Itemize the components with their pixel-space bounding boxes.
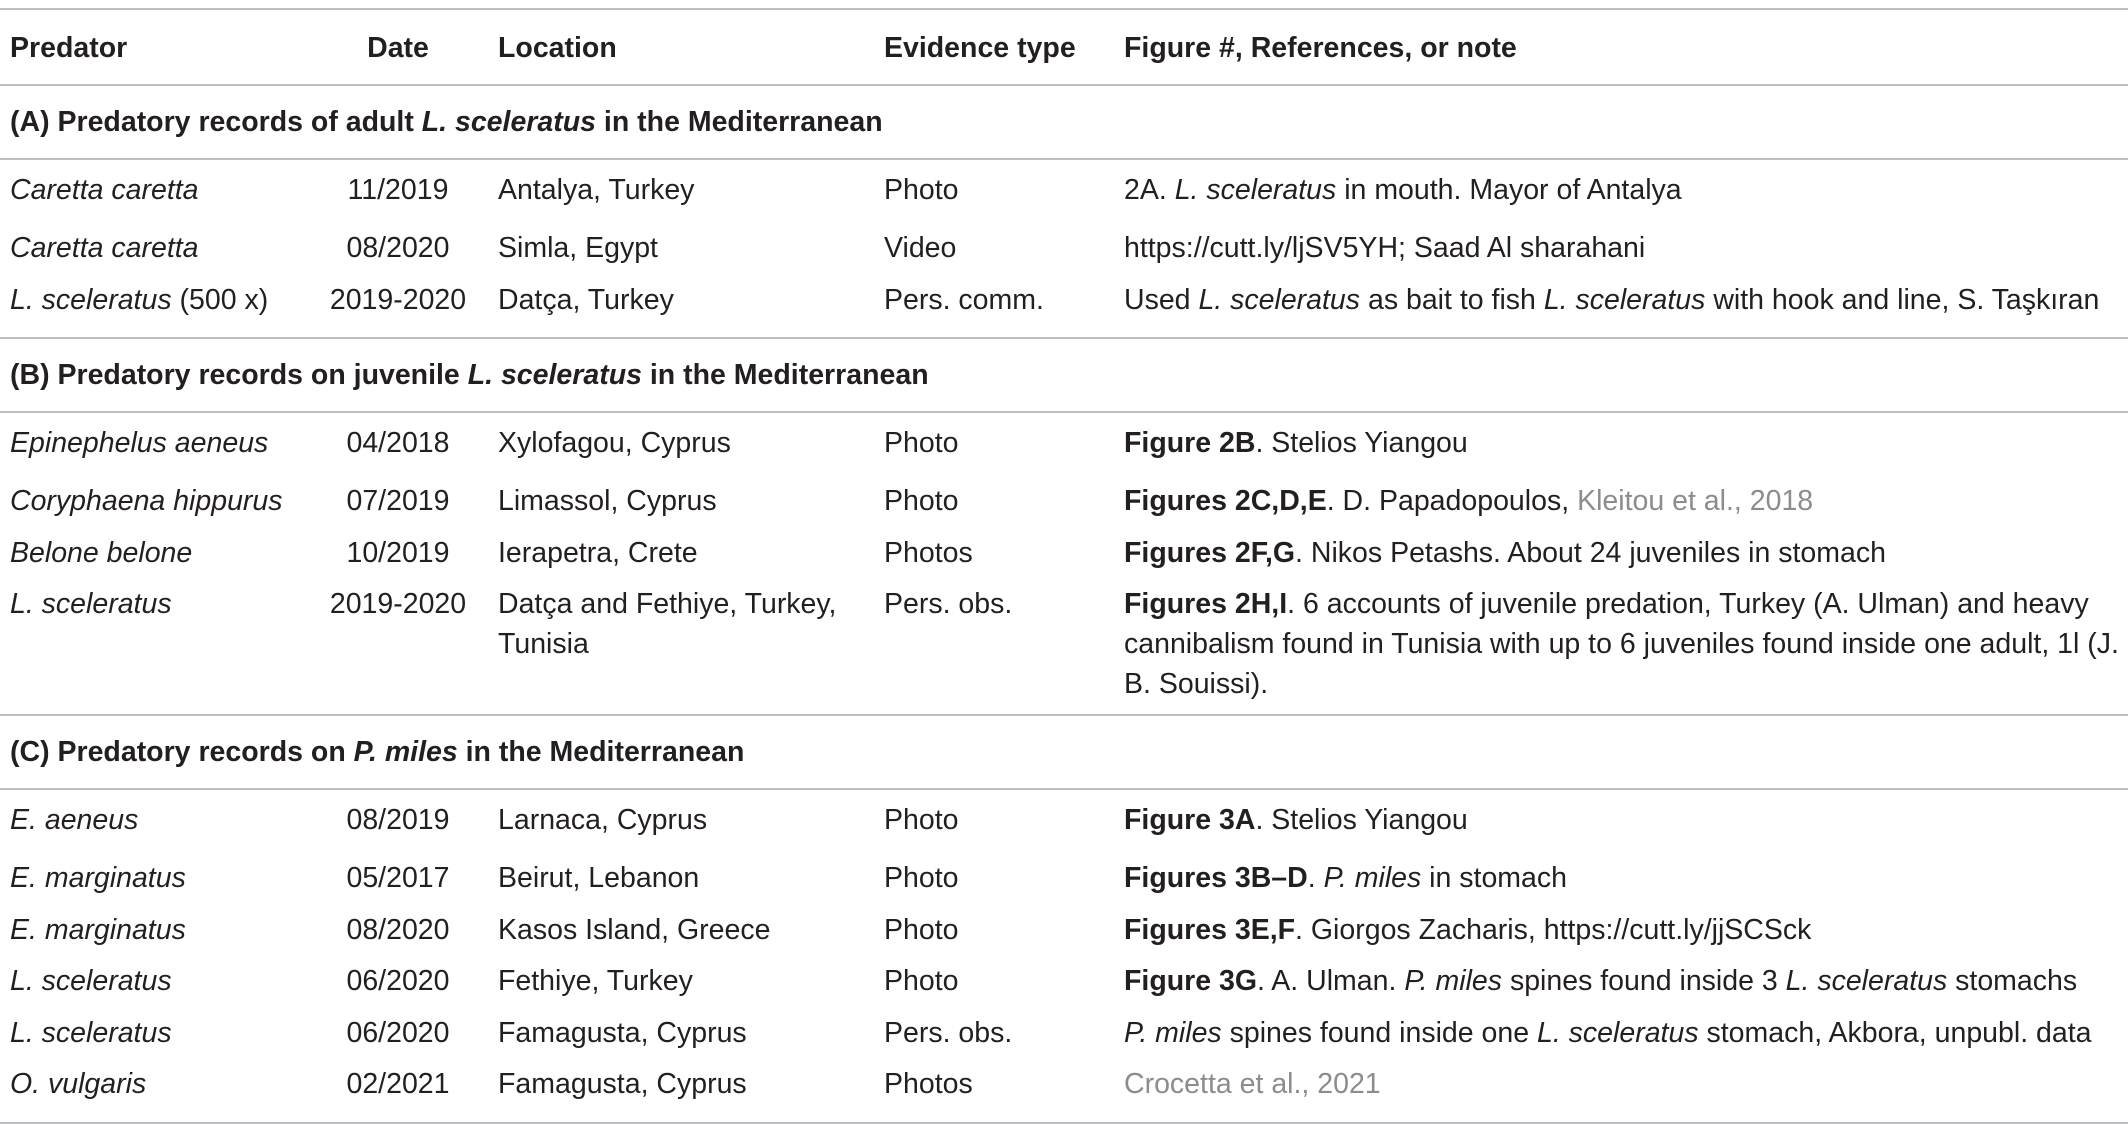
date-cell: 08/2020 xyxy=(346,232,450,264)
figure-ref: Figures 2F,G xyxy=(1124,536,1296,569)
predator-cell: Belone belone xyxy=(10,536,193,569)
evidence-cell: Photos xyxy=(870,1060,1110,1123)
predator-cell: Epinephelus aeneus xyxy=(10,427,269,459)
date-cell: 04/2018 xyxy=(346,427,450,459)
predator-cell: L. sceleratus xyxy=(10,965,172,997)
note-cell xyxy=(1110,159,2128,224)
predator-cell: E. marginatus xyxy=(10,913,186,946)
header-predator: Predator xyxy=(10,32,128,64)
location-cell: Antalya, Turkey xyxy=(498,174,695,206)
section-c-post: in the Mediterranean xyxy=(457,736,745,768)
evidence-cell: Photo xyxy=(884,174,959,206)
table-row xyxy=(0,906,2128,958)
note-cell xyxy=(1110,529,2128,581)
date-cell: 05/2017 xyxy=(346,862,450,894)
note-text: with hook and line, S. Taşkıran xyxy=(1705,283,2100,316)
location-cell: Simla, Egypt xyxy=(498,232,658,264)
predator-cell: E. marginatus xyxy=(10,862,186,894)
table-row xyxy=(0,1060,2128,1123)
note-cell xyxy=(1110,906,2128,958)
header-evidence-type: Evidence type xyxy=(884,32,1076,64)
location-cell: Fethiye, Turkey xyxy=(498,965,693,997)
figure-ref: Figures 2C,D,E xyxy=(1124,485,1327,517)
predator-cell: L. sceleratus xyxy=(10,588,172,620)
predator-cell: L. sceleratus xyxy=(10,1016,172,1049)
evidence-cell: Pers. comm. xyxy=(884,283,1044,316)
note-cell: https://cutt.ly/ljSV5YH; Saad Al sharahani xyxy=(1124,232,1646,264)
location-cell: Famagusta, Cyprus xyxy=(484,1060,870,1123)
table-row xyxy=(0,224,2128,276)
note-text: . D. Papadopoulos, xyxy=(1326,485,1578,517)
predator-cell: Caretta caretta xyxy=(10,232,199,264)
evidence-cell: Pers. obs. xyxy=(884,588,1013,620)
note-cell xyxy=(1110,412,2128,477)
location-cell: Ierapetra, Crete xyxy=(498,536,698,569)
note-text: in stomach xyxy=(1421,862,1567,894)
evidence-cell: Photo xyxy=(884,913,959,946)
note-text: 2A. xyxy=(1124,174,1175,206)
table-row xyxy=(0,159,2128,224)
note-cell xyxy=(1110,580,2128,715)
predator-cell: Coryphaena hippurus xyxy=(10,485,283,517)
evidence-cell: Photos xyxy=(884,536,973,569)
note-species: L. sceleratus xyxy=(1537,1016,1699,1049)
note-cell xyxy=(1110,477,2128,529)
predator-cell: E. aeneus xyxy=(10,804,139,836)
location-cell: Famagusta, Cyprus xyxy=(498,1016,747,1049)
note-species: P. miles xyxy=(1323,862,1422,894)
section-c-heading-row xyxy=(0,715,2128,789)
note-text: spines found inside one xyxy=(1221,1016,1537,1049)
figure-ref: Figures 2H,I xyxy=(1124,588,1288,620)
note-text: . Stelios Yiangou xyxy=(1255,427,1468,459)
note-cell xyxy=(1110,854,2128,906)
predator-suffix: (500 x) xyxy=(171,283,269,316)
table-row xyxy=(0,529,2128,581)
note-cell xyxy=(1110,1060,2128,1123)
note-species: P. miles xyxy=(1124,1016,1222,1049)
note-cell xyxy=(1110,957,2128,1009)
predator-cell: O. vulgaris xyxy=(0,1060,312,1123)
note-text: as bait to fish xyxy=(1360,283,1544,316)
evidence-cell: Photo xyxy=(884,965,959,997)
date-cell: 02/2021 xyxy=(312,1060,484,1123)
table-row xyxy=(0,412,2128,477)
table-row xyxy=(0,854,2128,906)
figure-ref: Figure 3A xyxy=(1124,804,1256,836)
note-text: Used xyxy=(1124,283,1199,316)
note-text: stomachs xyxy=(1947,965,2078,997)
section-a-heading xyxy=(0,85,2128,159)
note-text: . 6 accounts of juvenile predation, Turkey (A. Ulman) and heavy cannibalism found in Tunisia with up to 6 juveniles found inside one adult, 1l (J. B. Souissi). xyxy=(1124,588,2119,700)
table-row xyxy=(0,276,2128,339)
header-note: Figure #, References, or note xyxy=(1124,32,1517,64)
evidence-cell: Pers. obs. xyxy=(884,1016,1013,1049)
location-cell: Xylofagou, Cyprus xyxy=(498,427,731,459)
date-cell: 2019-2020 xyxy=(329,283,467,316)
figure-ref: Figures 3B–D xyxy=(1124,862,1308,894)
note-text: stomach, Akbora, unpubl. data xyxy=(1698,1016,2092,1049)
note-species: P. miles xyxy=(1404,965,1503,997)
table-row xyxy=(0,789,2128,854)
section-b-post: in the Mediterranean xyxy=(641,359,929,391)
section-b-heading-row xyxy=(0,338,2128,412)
table-row xyxy=(0,957,2128,1009)
date-cell: 10/2019 xyxy=(346,536,450,569)
date-cell: 06/2020 xyxy=(346,1016,450,1049)
note-text: . xyxy=(1307,862,1324,894)
evidence-cell: Photo xyxy=(884,862,959,894)
section-c-heading xyxy=(0,715,2128,789)
note-cell xyxy=(1110,1009,2128,1061)
table-row xyxy=(0,477,2128,529)
figure-ref: Figure 2B xyxy=(1124,427,1256,459)
predation-records-table xyxy=(0,8,2128,1124)
section-b-species: L. sceleratus xyxy=(467,359,642,391)
table-row xyxy=(0,1009,2128,1061)
location-cell: Kasos Island, Greece xyxy=(498,913,771,946)
section-b-pre: (B) Predatory records on juvenile xyxy=(10,359,468,391)
evidence-cell: Photo xyxy=(884,427,959,459)
section-a-heading-row xyxy=(0,85,2128,159)
location-cell: Limassol, Cyprus xyxy=(498,485,717,517)
note-text: . Giorgos Zacharis, https://cutt.ly/jjSCSck xyxy=(1295,913,1812,946)
figure-ref: Figures 3E,F xyxy=(1124,913,1296,946)
note-text: . A. Ulman. xyxy=(1257,965,1405,997)
note-text: . Nikos Petashs. About 24 juveniles in stomach xyxy=(1295,536,1886,569)
note-text: spines found inside 3 xyxy=(1502,965,1786,997)
date-cell: 08/2020 xyxy=(346,913,450,946)
date-cell: 07/2019 xyxy=(346,485,450,517)
date-cell: 06/2020 xyxy=(346,965,450,997)
note-text: in mouth. Mayor of Antalya xyxy=(1336,174,1682,206)
section-c-species: P. miles xyxy=(353,736,458,768)
evidence-cell: Video xyxy=(884,232,957,264)
date-cell: 08/2019 xyxy=(346,804,450,836)
note-cell xyxy=(1110,789,2128,854)
section-a-species: L. sceleratus xyxy=(421,106,596,138)
table-header-row xyxy=(0,9,2128,85)
note-species: L. sceleratus xyxy=(1543,283,1706,316)
note-species: L. sceleratus xyxy=(1785,965,1948,997)
citation-link[interactable]: Kleitou et al., 2018 xyxy=(1577,485,1814,517)
note-species: L. sceleratus xyxy=(1198,283,1361,316)
note-species: L. sceleratus xyxy=(1174,174,1337,206)
location-cell: Larnaca, Cyprus xyxy=(498,804,708,836)
predator-cell: Caretta caretta xyxy=(10,174,199,206)
evidence-cell: Photo xyxy=(884,485,959,517)
figure-ref: Figure 3G xyxy=(1124,965,1258,997)
citation-link[interactable]: Crocetta et al., 2021 xyxy=(1124,1068,1381,1100)
section-b-heading xyxy=(0,338,2128,412)
table-row xyxy=(0,580,2128,715)
date-cell: 2019-2020 xyxy=(329,588,467,620)
location-cell: Beirut, Lebanon xyxy=(498,862,700,894)
location-cell: Datça, Turkey xyxy=(498,283,674,316)
note-cell xyxy=(1110,276,2128,339)
header-date: Date xyxy=(367,32,429,64)
note-text: . Stelios Yiangou xyxy=(1255,804,1468,836)
section-c-pre: (C) Predatory records on xyxy=(10,736,354,768)
location-cell: Datça and Fethiye, Turkey, Tunisia xyxy=(498,588,837,660)
section-a-post: in the Mediterranean xyxy=(596,106,883,138)
predator-cell xyxy=(0,276,312,339)
date-cell: 11/2019 xyxy=(347,174,449,206)
section-a-pre: (A) Predatory records of adult xyxy=(10,106,422,138)
predator-species: L. sceleratus xyxy=(10,283,172,316)
header-location: Location xyxy=(498,32,617,64)
evidence-cell: Photo xyxy=(884,804,959,836)
